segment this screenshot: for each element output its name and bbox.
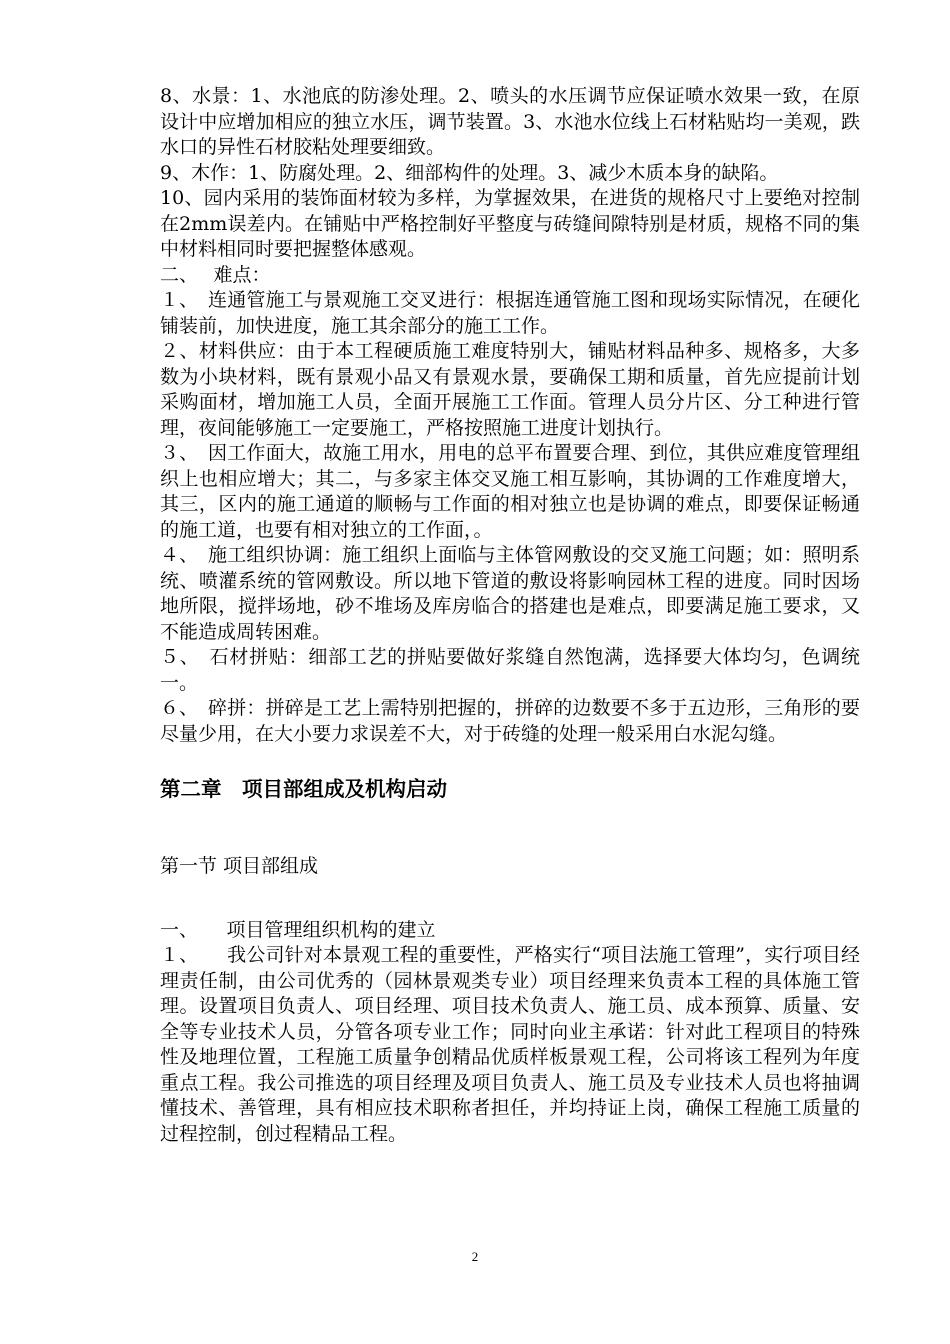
paragraph-difficulty-6: ６、 碎拼：拼碎是工艺上需特别把握的，拼碎的边数要不多于五边形，三角形的要尽量少用，在大小要力求误差不大，对于砖缝的处理一般采用白水泥勾缝。 — [160, 697, 860, 745]
paragraph-difficulty-5: ５、 石材拼贴：细部工艺的拼贴要做好浆缝自然饱满，选择要大体均匀，色调统一。 — [160, 646, 860, 694]
paragraph-difficulty-1: １、 连通管施工与景观施工交叉进行：根据连通管施工图和现场实际情况，在硬化铺装前，加快进度，施工其余部分的施工工作。 — [160, 289, 860, 337]
chapter-title: 第二章 项目部组成及机构启动 — [160, 777, 447, 801]
page-number: 2 — [471, 1249, 479, 1264]
paragraph-facing-materials: 10、园内采用的装饰面材较为多样，为掌握效果，在进货的规格尺寸上要绝对控制在2mm误差内。在铺贴中严格控制好平整度与砖缝间隙特别是材质，规格不同的集中材料相同时要把握整体感观。 — [160, 187, 860, 260]
paragraph-difficulty-4: ４、 施工组织协调：施工组织上面临与主体管网敷设的交叉施工问题；如：照明系统、喷灌系统的管网敷设。所以地下管道的敷设将影响园林工程的进度。同时因场地所限，搅拌场地，砂不堆场及库房临合的搭建也是难点，即要满足施工要求，又不能造成周转困难。 — [160, 544, 860, 643]
paragraph-difficulty-3: ３、 因工作面大，故施工用水，用电的总平布置要合理、到位，其供应难度管理组织上也相应增大；其二，与多家主体交叉施工相互影响，其协调的工作难度增大，其三，区内的施工通道的顺畅与工作面的相对独立也是协调的难点，即要保证畅通的施工道，也要有相对独立的工作面，。 — [160, 442, 860, 541]
heading-difficulties: 二、 难点： — [160, 263, 271, 286]
paragraph-project-org: １、 我公司针对本景观工程的重要性，严格实行“项目法施工管理”，实行项目经理责任制，由公司优秀的（园林景观类专业）项目经理来负责本工程的具体施工管理。设置项目负责人、项目经理、项目技术负责人、施工员、成本预算、质量、安全等专业技术人员，分管各项专业工作；同时向业主承诺：针对此工程项目的特殊性及地理位置，工程施工质量争创精品优质样板景观工程，公司将该工程列为年度重点工程。我公司推选的项目经理及项目负责人、施工员及专业技术人员也将抽调懂技术、善管理，具有相应技术职称者担任，并均持证上岗，确保工程施工质量的过程控制，创过程精品工程。 — [160, 944, 860, 1145]
document-page — [160, 84, 860, 1147]
paragraph-water-feature: 8、水景：1、水池底的防渗处理。2、喷头的水压调节应保证喷水效果一致，在原设计中应增加相应的独立水压，调节装置。3、水池水位线上石材粘贴均一美观，跌水口的异性石材胶粘处理要细致。 — [160, 85, 860, 158]
paragraph-woodwork: 9、木作：1、防腐处理。2、细部构件的处理。3、减少木质本身的缺陷。 — [160, 161, 779, 184]
paragraph-difficulty-2: ２、材料供应：由于本工程硬质施工难度特别大，铺贴材料品种多、规格多，大多数为小块材料，既有景观小品又有景观水景，要确保工期和质量，首先应提前计划采购面材，增加施工人员，全面开展施工工作面。管理人员分片区、分工种进行管理，夜间能够施工一定要施工，严格按照施工进度计划执行。 — [160, 340, 860, 439]
subsection-title: 一、 项目管理组织机构的建立 — [160, 919, 436, 941]
section-title: 第一节 项目部组成 — [160, 855, 319, 877]
